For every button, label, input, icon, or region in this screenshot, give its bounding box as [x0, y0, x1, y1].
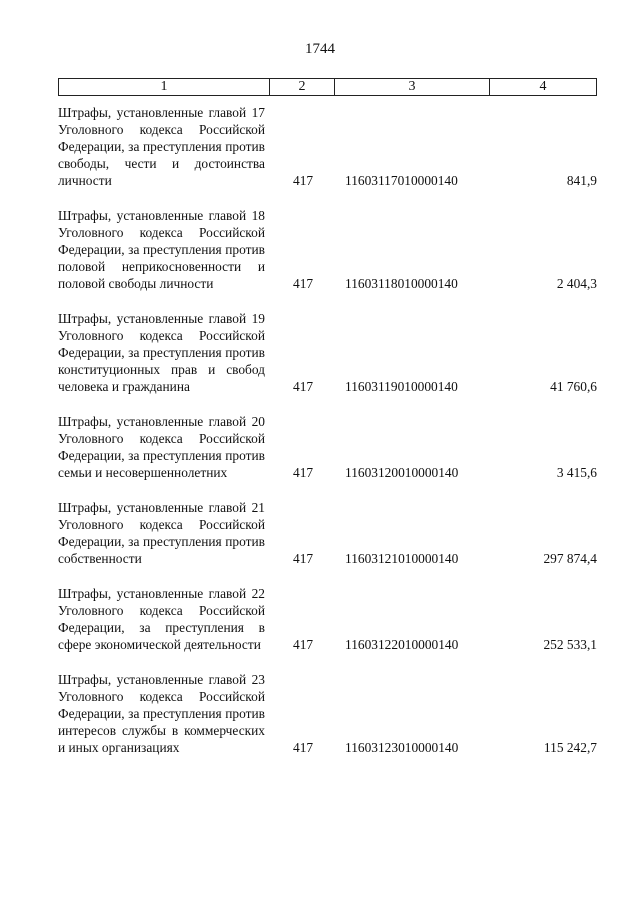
row-amount: 841,9	[566, 173, 597, 188]
row-budget-code: 11603122010000140	[345, 637, 459, 652]
row-budget-code: 11603118010000140	[345, 276, 458, 291]
header-col-4: 4	[539, 79, 547, 94]
row-description: Штрафы, установленные главой 19 Уголовного кодекса Российской Федерации, за преступления против конституционных прав и свобод человека и гражданина	[58, 311, 265, 394]
row-amount: 297 874,4	[543, 551, 597, 566]
table-header	[58, 78, 597, 96]
row-admin-code: 417	[293, 637, 314, 652]
row-budget-code: 11603119010000140	[345, 379, 458, 394]
table-row	[58, 104, 597, 189]
row-amount: 2 404,3	[556, 276, 597, 291]
row-budget-code: 11603123010000140	[345, 740, 459, 755]
row-admin-code: 417	[293, 551, 314, 566]
row-budget-code: 11603121010000140	[345, 551, 459, 566]
row-admin-code: 417	[293, 740, 314, 755]
row-admin-code: 417	[293, 276, 314, 291]
table-row	[58, 671, 597, 756]
row-budget-code: 11603117010000140	[345, 173, 458, 188]
row-amount: 115 242,7	[543, 740, 597, 755]
row-description: Штрафы, установленные главой 21 Уголовного кодекса Российской Федерации, за преступления против собственности	[58, 500, 265, 566]
row-description: Штрафы, установленные главой 22 Уголовного кодекса Российской Федерации, за преступления в сфере экономической деятельности	[58, 586, 265, 652]
table-row	[58, 310, 597, 395]
table-row	[58, 585, 597, 653]
header-col-3: 3	[335, 79, 490, 95]
row-admin-code: 417	[293, 465, 314, 480]
row-admin-code: 417	[293, 379, 314, 394]
row-description: Штрафы, установленные главой 17 Уголовного кодекса Российской Федерации, за преступления против свободы, чести и достоинства личности	[58, 105, 265, 188]
row-description: Штрафы, установленные главой 23 Уголовного кодекса Российской Федерации, за преступления против интересов службы в коммерческих и иных организациях	[58, 672, 265, 755]
row-amount: 3 415,6	[556, 465, 597, 480]
header-col-2: 2	[270, 79, 335, 95]
row-amount: 41 760,6	[550, 379, 597, 394]
header-col-1: 1	[59, 79, 270, 95]
table-body	[58, 104, 597, 774]
row-amount: 252 533,1	[543, 637, 597, 652]
row-description: Штрафы, установленные главой 20 Уголовного кодекса Российской Федерации, за преступления против семьи и несовершеннолетних	[58, 414, 265, 480]
row-budget-code: 11603120010000140	[345, 465, 459, 480]
row-description: Штрафы, установленные главой 18 Уголовного кодекса Российской Федерации, за преступления против половой неприкосновенности и половой свободы личности	[58, 208, 265, 291]
table-row	[58, 207, 597, 292]
table-row	[58, 413, 597, 481]
table-row	[58, 499, 597, 567]
row-admin-code: 417	[293, 173, 314, 188]
page-number: 1744	[305, 41, 335, 57]
